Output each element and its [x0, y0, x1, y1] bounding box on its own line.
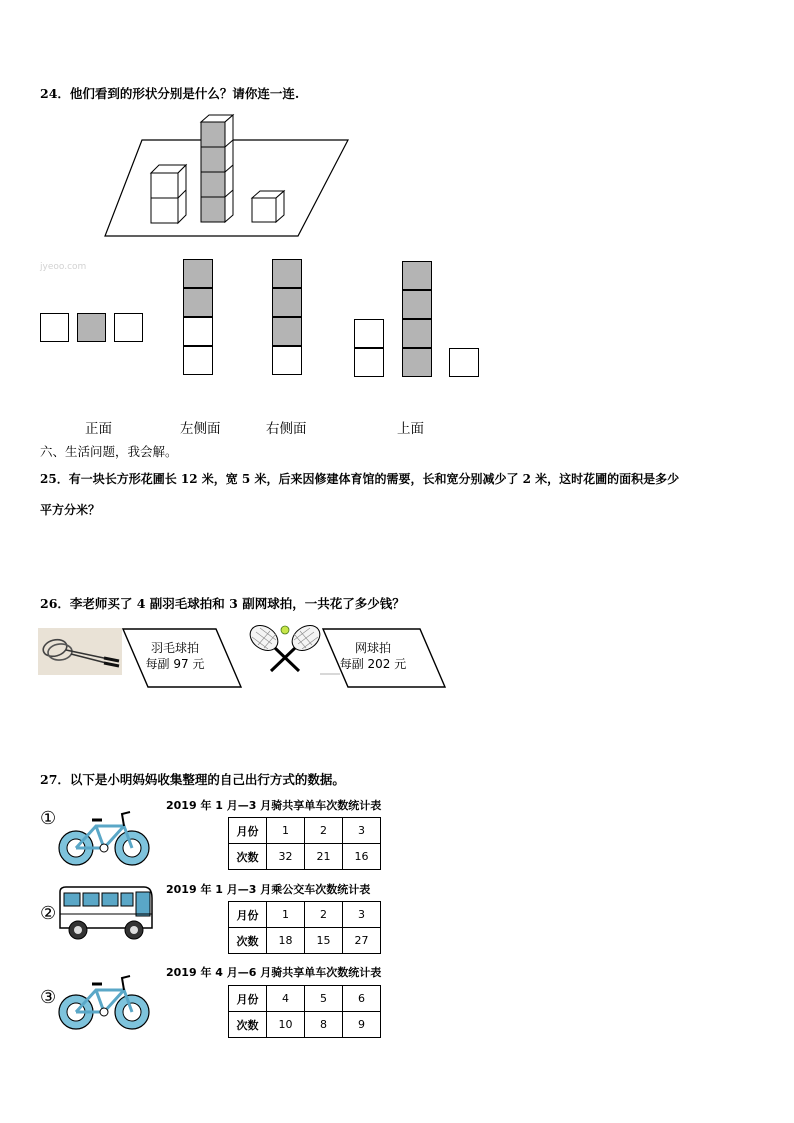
table-cell: 1: [267, 902, 305, 928]
table-cell: 6: [343, 986, 381, 1012]
view-square: [272, 317, 302, 346]
table-cell: 3: [343, 818, 381, 844]
view-square: [402, 319, 432, 348]
view-square: [183, 259, 213, 288]
view-square: [77, 313, 106, 342]
view-square: [272, 346, 302, 375]
view-label-left: 左侧面: [180, 421, 221, 437]
bus-icon: [56, 884, 156, 942]
view-square: [449, 348, 479, 377]
table-cell: 32: [267, 844, 305, 870]
table-3: [228, 985, 381, 1038]
badminton-name: 羽毛球拍: [150, 641, 199, 655]
table-cell: 8: [305, 1012, 343, 1038]
table-header-cell: 次数: [229, 928, 267, 954]
watermark-text: jyeoo.com: [40, 262, 87, 272]
table-header-cell: 次数: [229, 844, 267, 870]
view-label-top: 上面: [397, 421, 424, 437]
view-square: [114, 313, 143, 342]
view-square: [272, 288, 302, 317]
table-cell: 27: [343, 928, 381, 954]
table-row: [229, 928, 381, 954]
tennis-name: 网球拍: [354, 641, 391, 655]
cube-arrangement-figure: [100, 110, 370, 240]
table-row: [229, 902, 381, 928]
marker-3: ③: [40, 987, 57, 1008]
marker-2: ②: [40, 903, 57, 924]
tennis-price-text: [335, 640, 411, 672]
table-cell: 4: [267, 986, 305, 1012]
table-cell: 10: [267, 1012, 305, 1038]
view-square: [354, 319, 384, 348]
bicycle-icon: [56, 970, 152, 1032]
view-square: [402, 261, 432, 290]
q25-line2: 平方分米？: [40, 503, 101, 517]
view-label-front: 正面: [85, 421, 112, 437]
table-1: [228, 817, 381, 870]
badminton-price: 每副 97 元: [145, 657, 205, 671]
view-label-right: 右侧面: [266, 421, 307, 437]
table-cell: 5: [305, 986, 343, 1012]
view-square: [272, 259, 302, 288]
tennis-rackets-icon: [245, 623, 325, 675]
table-cell: 21: [305, 844, 343, 870]
table-cell: 1: [267, 818, 305, 844]
view-square: [183, 288, 213, 317]
table-row: [229, 818, 381, 844]
table-cell: 15: [305, 928, 343, 954]
badminton-rackets-icon: [38, 628, 122, 675]
view-square: [402, 290, 432, 319]
table-3-caption: 2019 年 4 月—6 月骑共享单车次数统计表: [166, 966, 382, 979]
view-square: [40, 313, 69, 342]
table-row: [229, 844, 381, 870]
table-2: [228, 901, 381, 954]
table-cell: 18: [267, 928, 305, 954]
table-header-cell: 月份: [229, 986, 267, 1012]
table-row: [229, 1012, 381, 1038]
table-header-cell: 月份: [229, 818, 267, 844]
table-1-caption: 2019 年 1 月—3 月骑共享单车次数统计表: [166, 799, 382, 812]
q27-title: 27．以下是小明妈妈收集整理的自己出行方式的数据。: [40, 772, 345, 787]
table-header-cell: 次数: [229, 1012, 267, 1038]
table-cell: 2: [305, 902, 343, 928]
table-row: [229, 986, 381, 1012]
table-cell: 2: [305, 818, 343, 844]
view-square: [354, 348, 384, 377]
q24-title: 24．他们看到的形状分别是什么？请你连一连.: [40, 86, 300, 101]
badminton-price-text: [140, 640, 210, 672]
marker-1: ①: [40, 808, 57, 829]
q26-title: 26．李老师买了 4 副羽毛球拍和 3 副网球拍，一共花了多少钱？: [40, 596, 405, 611]
table-cell: 16: [343, 844, 381, 870]
view-square: [183, 317, 213, 346]
q25-line1: 25．有一块长方形花圃长 12 米，宽 5 米，后来因修建体育馆的需要，长和宽分别减少了 2 米，这时花圃的面积是多少: [40, 472, 680, 486]
table-2-caption: 2019 年 1 月—3 月乘公交车次数统计表: [166, 883, 371, 896]
view-square: [402, 348, 432, 377]
view-square: [183, 346, 213, 375]
bicycle-icon: [56, 806, 152, 868]
table-header-cell: 月份: [229, 902, 267, 928]
tennis-price: 每副 202 元: [339, 657, 407, 671]
section-heading: 六、生活问题，我会解。: [40, 444, 178, 459]
table-cell: 9: [343, 1012, 381, 1038]
table-cell: 3: [343, 902, 381, 928]
